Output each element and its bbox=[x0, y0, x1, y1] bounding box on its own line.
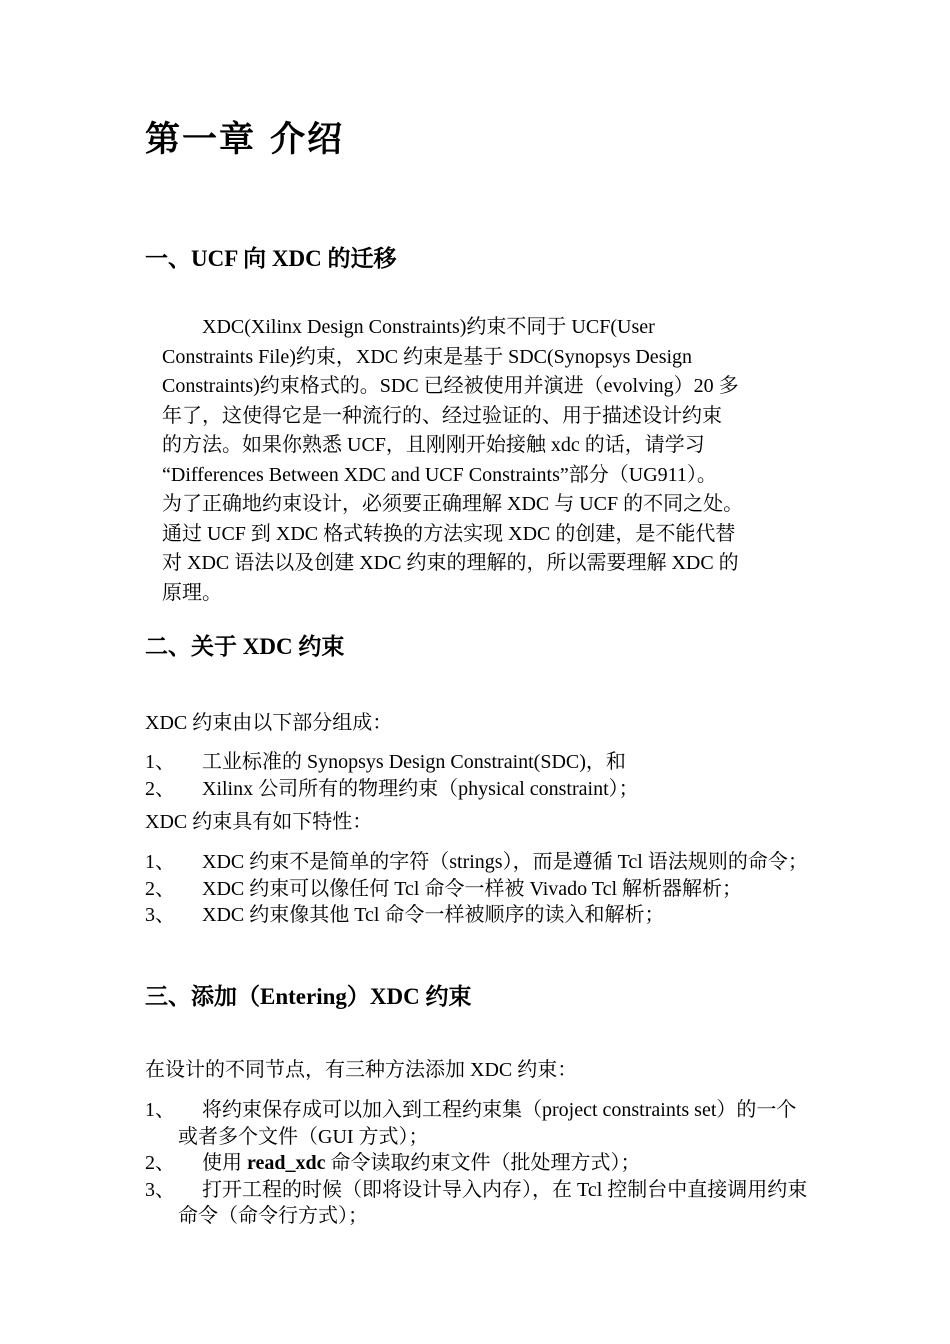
list-number: 2、 bbox=[145, 777, 175, 800]
paragraph-line: Constraints File)约束，XDC 约束是基于 SDC(Synopsys Design bbox=[162, 345, 693, 368]
paragraph-line: “Differences Between XDC and UCF Constraints”部分（UG911）。 bbox=[162, 463, 717, 486]
list-text: XDC 约束不是简单的字符（strings），而是遵循 Tcl 语法规则的命令； bbox=[202, 851, 808, 873]
list-item bbox=[145, 749, 810, 776]
paragraph-line: XDC(Xilinx Design Constraints)约束不同于 UCF(User bbox=[202, 316, 655, 338]
xdc-features-lead: XDC 约束具有如下特性： bbox=[145, 811, 373, 833]
composition-list bbox=[145, 749, 810, 802]
entering-methods-list bbox=[145, 1097, 810, 1230]
list-text: XDC 约束可以像任何 Tcl 命令一样被 Vivado Tcl 解析器解析； bbox=[202, 877, 743, 900]
list-text-pre: 使用 bbox=[202, 1152, 247, 1174]
section-heading-entering-xdc: 三、添加（Entering）XDC 约束 bbox=[145, 984, 472, 1009]
list-number: 3、 bbox=[145, 1178, 175, 1201]
list-number: 3、 bbox=[145, 904, 175, 926]
section-heading-ucf-to-xdc: 一、UCF 向 XDC 的迁移 bbox=[145, 246, 397, 271]
list-item bbox=[145, 902, 810, 929]
intro-paragraph bbox=[162, 313, 812, 608]
read-xdc-command: read_xdc bbox=[247, 1152, 326, 1174]
paragraph-line: Constraints)约束格式的。SDC 已经被使用并演进（evolving）20 多 bbox=[162, 375, 739, 397]
list-text-post: 命令读取约束文件（批处理方式）； bbox=[325, 1152, 641, 1174]
list-item bbox=[145, 849, 810, 876]
list-item bbox=[145, 1150, 810, 1177]
list-text: XDC 约束像其他 Tcl 命令一样被顺序的读入和解析； bbox=[202, 904, 665, 926]
paragraph-line: 的方法。如果你熟悉 UCF，且刚刚开始接触 xdc 的话，请学习 bbox=[162, 434, 705, 456]
paragraph-line: 通过 UCF 到 XDC 格式转换的方法实现 XDC 的创建，是不能代替 bbox=[162, 522, 736, 545]
paragraph-line: 原理。 bbox=[162, 581, 222, 604]
list-item bbox=[145, 776, 810, 803]
list-number: 1、 bbox=[145, 751, 175, 773]
list-number: 2、 bbox=[145, 877, 175, 900]
features-list bbox=[145, 849, 810, 929]
list-number: 1、 bbox=[145, 851, 175, 873]
list-text: 打开工程的时候（即将设计导入内存），在 Tcl 控制台中直接调用约束命令（命令行方式）； bbox=[178, 1178, 808, 1227]
list-item bbox=[145, 876, 810, 903]
list-item bbox=[145, 1097, 810, 1150]
section-heading-about-xdc: 二、关于 XDC 约束 bbox=[145, 634, 345, 659]
list-number: 1、 bbox=[145, 1099, 175, 1121]
list-text: 将约束保存成可以加入到工程约束集（project constraints set）的一个或者多个文件（GUI 方式）； bbox=[178, 1099, 797, 1148]
list-item bbox=[145, 1177, 810, 1230]
entering-methods-lead: 在设计的不同节点，有三种方法添加 XDC 约束： bbox=[145, 1059, 578, 1081]
list-text bbox=[145, 1150, 810, 1177]
paragraph-line: 对 XDC 语法以及创建 XDC 约束的理解的，所以需要理解 XDC 的 bbox=[162, 552, 739, 574]
list-text: Xilinx 公司所有的物理约束（physical constraint）； bbox=[202, 777, 639, 800]
paragraph-line: 为了正确地约束设计，必须要正确理解 XDC 与 UCF 的不同之处。 bbox=[162, 493, 744, 515]
list-number: 2、 bbox=[145, 1152, 175, 1174]
xdc-composition-lead: XDC 约束由以下部分组成： bbox=[145, 712, 393, 734]
chapter-title: 第一章 介绍 bbox=[145, 120, 345, 160]
list-text: 工业标准的 Synopsys Design Constraint(SDC)，和 bbox=[202, 751, 626, 773]
paragraph-line: 年了，这使得它是一种流行的、经过验证的、用于描述设计约束 bbox=[162, 404, 722, 427]
